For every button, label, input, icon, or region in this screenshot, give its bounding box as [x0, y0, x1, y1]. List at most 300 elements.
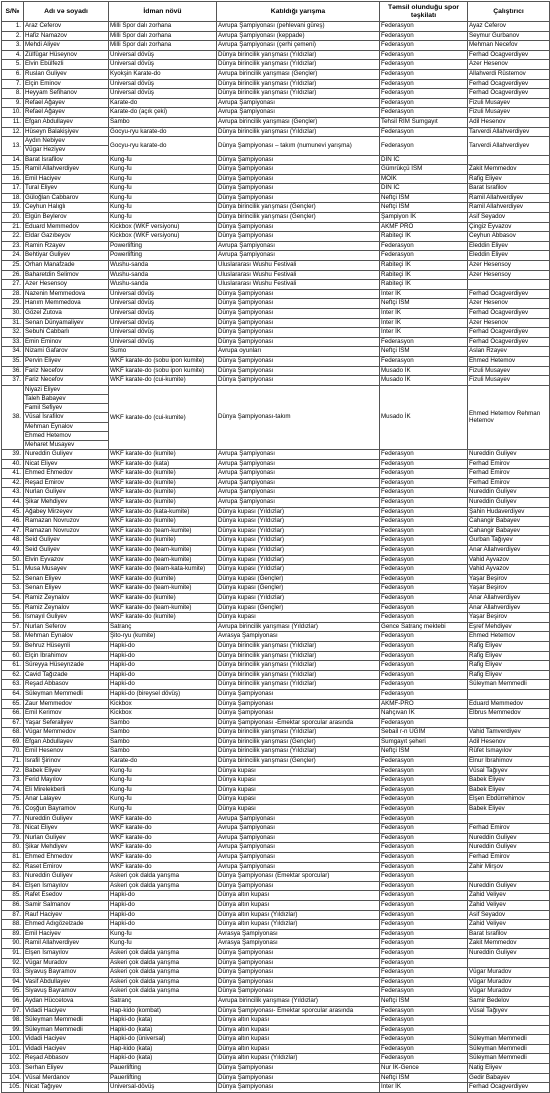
organization-cell: Neftçi İSM — [380, 996, 468, 1006]
event-cell: Avrupa birincilik yarışması (Yıldızlar) — [217, 622, 380, 632]
organization-cell: Neftçi İSM — [380, 193, 468, 203]
coach-cell: Elbrus Memmedov — [468, 709, 550, 719]
sport-cell: Kung-fu — [109, 155, 217, 165]
table-row — [2, 737, 550, 747]
event-cell: Avrupa Şampiyonası — [217, 833, 380, 843]
sport-cell: WKF karate-do — [109, 843, 217, 853]
table-body-a — [2, 22, 550, 137]
organization-cell: Nahçıvan İK — [380, 709, 468, 719]
sport-cell: Sumo — [109, 347, 217, 357]
table-row — [2, 203, 550, 213]
coach-cell: Ferhad Ocagverdiyev — [468, 1083, 550, 1093]
coach-cell: Zahid Veliyev — [468, 900, 550, 910]
organization-cell: Sumgayıt şeheri — [380, 737, 468, 747]
organization-cell: Neftçi İSM — [380, 299, 468, 309]
coach-cell: Süleyman Memmedli — [468, 680, 550, 690]
coach-cell: Nureddin Guliyev — [468, 833, 550, 843]
table-row — [2, 1035, 550, 1045]
coach-cell: Gurban Tağıyev — [468, 536, 550, 546]
sport-cell: WKF karate-do — [109, 853, 217, 863]
coach-cell: Eleddin Eliyev — [468, 241, 550, 251]
coach-cell: Rafig Eliyev — [468, 661, 550, 671]
coach-cell: Zahid Veliyev — [468, 920, 550, 930]
coach-cell: Ramil Allahverdiyev — [468, 203, 550, 213]
table-row — [2, 488, 550, 498]
sport-cell: Gocyu-ryu karate-do — [109, 137, 217, 155]
organization-cell: Federasyon — [380, 450, 468, 460]
row-number: 100. — [2, 1035, 24, 1045]
coach-cell: Fizuli Musayev — [468, 108, 550, 118]
team-member-name: Aydın Nebiyev — [24, 137, 108, 146]
event-cell: Avrupa Şampiyonası — [217, 488, 380, 498]
coach-cell: Ferhad Emirov — [468, 824, 550, 834]
sport-cell: WKF karate-do (kumite) — [109, 450, 217, 460]
organization-cell: Federasyon — [380, 546, 468, 556]
sport-cell: Askeri çok dalda yarışma — [109, 948, 217, 958]
sport-cell: Sambo — [109, 747, 217, 757]
table-row — [2, 900, 550, 910]
coach-cell: Ferhad Ocagverdiyev — [468, 328, 550, 338]
organization-cell: Federasyon — [380, 881, 468, 891]
event-cell: Dünya Şampiyonası – takım (numunevi yarışma) — [217, 137, 380, 155]
organization-cell: AKMF PRO — [380, 222, 468, 232]
row-number: 45. — [2, 507, 24, 517]
organization-cell: Sebail r-n UGİM — [380, 728, 468, 738]
athlete-name: Elçin İbrahimov — [24, 651, 109, 661]
table-row — [2, 108, 550, 118]
coach-cell — [468, 1025, 550, 1035]
row-number: 90. — [2, 939, 24, 949]
event-cell: Dünya Şampiyonası — [217, 318, 380, 328]
event-cell: Dünya Şampiyonası — [217, 699, 380, 709]
athlete-name: Ramil Allahverdiyev — [24, 165, 109, 175]
athlete-name: Orhan Manafzade — [24, 261, 109, 271]
organization-cell: Federasyon — [380, 31, 468, 41]
sport-cell: Powerlifting — [109, 251, 217, 261]
header-organization: Təmsil olunduğu spor təşkilatı — [380, 2, 468, 22]
table-row — [2, 469, 550, 479]
table-row — [2, 376, 550, 386]
coach-cell: Zakit Memmedov — [468, 939, 550, 949]
event-cell: Dünya birincilik yarışması (Yıldızlar) — [217, 60, 380, 70]
table-row — [2, 910, 550, 920]
organization-cell: Rabiteçi İK — [380, 280, 468, 290]
coach-cell: Cahangir Babayev — [468, 517, 550, 527]
organization-cell: AKMF-PRO — [380, 699, 468, 709]
table-row — [2, 459, 550, 469]
athlete-name: Seid Guliyev — [24, 536, 109, 546]
coach-cell: Ferhad Emirov — [468, 853, 550, 863]
athlete-name: Nicat Eliyev — [24, 824, 109, 834]
event-cell: Dünya Şampiyonası — [217, 709, 380, 719]
sport-cell: Hapki-do — [109, 920, 217, 930]
table-row — [2, 1044, 550, 1054]
sport-cell: Wushu-sanda — [109, 270, 217, 280]
sport-cell: WKF karate-do — [109, 824, 217, 834]
row-number: 92. — [2, 958, 24, 968]
row-number: 37. — [2, 376, 24, 386]
organization-cell: Federasyon — [380, 862, 468, 872]
event-cell: Avrupa Şampiyonası — [217, 469, 380, 479]
sport-cell: Sambo — [109, 117, 217, 127]
event-cell: Avrupa Şampiyonası — [217, 814, 380, 824]
table-row — [2, 891, 550, 901]
organization-cell: Federasyon — [380, 958, 468, 968]
table-row — [2, 261, 550, 271]
table-row — [2, 929, 550, 939]
table-row — [2, 318, 550, 328]
coach-cell: Ferhad Emirov — [468, 469, 550, 479]
organization-cell: Tehsil RİM Sumgayıt — [380, 117, 468, 127]
row-number: 82. — [2, 862, 24, 872]
athlete-name: Samir Salmanov — [24, 900, 109, 910]
organization-cell: Federasyon — [380, 757, 468, 767]
sport-cell: Powerlifting — [109, 241, 217, 251]
organization-cell: İnter İK — [380, 309, 468, 319]
row-number: 17. — [2, 184, 24, 194]
sport-cell: WKF karate-do (team-kumite) — [109, 555, 217, 565]
row-number: 13. — [2, 137, 24, 155]
event-cell: Dünya Şampiyonası- Emektar sporcular arasında — [217, 1006, 380, 1016]
sport-cell: Şito-ryu (kumite) — [109, 632, 217, 642]
event-cell: Dünya altın kupası (Yıldızlar) — [217, 920, 380, 930]
event-cell: Dünya birincilik yarışması (Yıldızlar) — [217, 79, 380, 89]
athlete-name: Emil Hesenov — [24, 747, 109, 757]
sport-cell: Hapki-do (kata) — [109, 1025, 217, 1035]
coach-cell: Vahid Tamverdiyev — [468, 728, 550, 738]
sport-cell: Milli Spor dalı zorhana — [109, 22, 217, 32]
organization-cell: Federasyon — [380, 603, 468, 613]
organization-cell: Federasyon — [380, 1006, 468, 1016]
athlete-name: Süleyman Memmedli — [24, 689, 109, 699]
sport-cell: Kung-fu — [109, 805, 217, 815]
coach-cell: Babek Eliyev — [468, 785, 550, 795]
athlete-name: Ehmed Ehmedov — [24, 853, 109, 863]
row-number: 58. — [2, 632, 24, 642]
table-row — [2, 289, 550, 299]
event-cell: Dünya Şampiyonası — [217, 1073, 380, 1083]
athlete-name: Ceyhun Halıglı — [24, 203, 109, 213]
sport-cell: Hapki-do (kata) — [109, 1054, 217, 1064]
athlete-name: Süleyman Memmedli — [24, 1016, 109, 1026]
organization-cell: İnter İK — [380, 1083, 468, 1093]
event-cell: Dünya birincilik yarışması (Yıldızlar) — [217, 89, 380, 99]
organization-cell: Federasyon — [380, 929, 468, 939]
organization-cell: Federasyon — [380, 785, 468, 795]
organization-cell: Musado İK — [380, 376, 468, 386]
event-cell: Dünya birincilik yarışması (Gençler) — [217, 203, 380, 213]
table-row — [2, 574, 550, 584]
row-number: 72. — [2, 766, 24, 776]
row-number: 41. — [2, 469, 24, 479]
row-number: 81. — [2, 853, 24, 863]
organization-cell: Federasyon — [380, 108, 468, 118]
coach-cell: Babek Eliyev — [468, 805, 550, 815]
event-cell: Dünya kupası (Yıldızlar) — [217, 536, 380, 546]
event-cell: Dünya Şampiyonası-takım — [217, 385, 380, 449]
coach-cell: Nureddin Guliyev — [468, 450, 550, 460]
event-cell: Avrupa birincilik yarışması (Gençler) — [217, 117, 380, 127]
row-number: 77. — [2, 814, 24, 824]
table-row — [2, 689, 550, 699]
athlete-name: Seid Guliyev — [24, 546, 109, 556]
athlete-name: Ramiz Zeynalov — [24, 603, 109, 613]
coach-cell: Natig Eliyev — [468, 1064, 550, 1074]
event-cell: Dünya Şampiyonası -Emektar sporcular arasında — [217, 718, 380, 728]
athlete-name: Nureddin Guliyev — [24, 450, 109, 460]
organization-cell: Federasyon — [380, 910, 468, 920]
organization-cell: Neftçi İSM — [380, 1073, 468, 1083]
sport-cell: Üniversal-dövüş — [109, 1083, 217, 1093]
row-number: 26. — [2, 270, 24, 280]
row-number: 78. — [2, 824, 24, 834]
organization-cell: Federasyon — [380, 824, 468, 834]
athlete-name: Babek Eliyev — [24, 766, 109, 776]
sport-cell: Kung-fu — [109, 174, 217, 184]
sport-cell: Kung-fu — [109, 184, 217, 194]
organization-cell: Federasyon — [380, 1025, 468, 1035]
table-row — [2, 213, 550, 223]
table-row — [2, 366, 550, 376]
event-cell: Avrasya Şampiyonası — [217, 939, 380, 949]
event-cell: Uluslararası Wushu Festivali — [217, 261, 380, 271]
table-row — [2, 165, 550, 175]
table-row — [2, 814, 550, 824]
table-row — [2, 853, 550, 863]
row-number: 6. — [2, 69, 24, 79]
row-number: 79. — [2, 833, 24, 843]
row-number: 28. — [2, 289, 24, 299]
table-row — [2, 1064, 550, 1074]
row-number: 39. — [2, 450, 24, 460]
event-cell: Dünya kupası (Gençler) — [217, 603, 380, 613]
organization-cell: Federasyon — [380, 137, 468, 155]
athlete-name: Coşğun Bayramov — [24, 805, 109, 815]
athlete-name: Şikar Mehdiyev — [24, 498, 109, 508]
coach-cell: Tarverdi Allahverdiyev — [468, 137, 550, 155]
event-cell: Dünya birincilik yarışması (Gençler) — [217, 737, 380, 747]
coach-cell: Babek Eliyev — [468, 776, 550, 786]
row-number: 50. — [2, 555, 24, 565]
table-row — [2, 155, 550, 165]
event-cell: Dünya Şampiyonası — [217, 155, 380, 165]
sport-cell: Karate-do — [109, 757, 217, 767]
sport-cell: Askeri çok dalda yarışma — [109, 872, 217, 882]
sport-cell: Kung-fu — [109, 939, 217, 949]
athlete-name: Güloğlan Cabbarov — [24, 193, 109, 203]
table-row — [2, 584, 550, 594]
coach-cell — [468, 718, 550, 728]
athlete-name: Rafet Esedov — [24, 891, 109, 901]
row-number: 103. — [2, 1064, 24, 1074]
coach-cell: Nureddin Guliyev — [468, 498, 550, 508]
table-row — [2, 651, 550, 661]
event-cell: Uluslararası Wushu Festivali — [217, 270, 380, 280]
athlete-name: Ehmed Adıgözelzade — [24, 920, 109, 930]
header-name: Adı və soyadı — [24, 2, 109, 22]
coach-cell: Zahir Mirşov — [468, 862, 550, 872]
event-cell: Dünya Şampiyonası — [217, 987, 380, 997]
organization-cell: Federasyon — [380, 689, 468, 699]
row-number: 22. — [2, 232, 24, 242]
event-cell: Avrupa Şampiyonası (keppade) — [217, 31, 380, 41]
table-row — [2, 785, 550, 795]
row-number: 31. — [2, 318, 24, 328]
coach-cell: Ayaz Ceferov — [468, 22, 550, 32]
event-cell: Avrasya Şampiyonası — [217, 632, 380, 642]
table-row — [2, 127, 550, 137]
sport-cell: WKF karate-do (kumite) — [109, 574, 217, 584]
event-cell: Dünya Şampiyonası — [217, 881, 380, 891]
organization-cell: Federasyon — [380, 814, 468, 824]
table-row — [2, 632, 550, 642]
athlete-name: Anar Lalayev — [24, 795, 109, 805]
team-member-name: Vügar Heziyev — [25, 146, 66, 154]
organization-cell: Federasyon — [380, 507, 468, 517]
team-member-name: Mehman Eynalov — [24, 423, 108, 432]
coach-cell: Fizuli Musayev — [468, 98, 550, 108]
row-number: 4. — [2, 50, 24, 60]
athlete-name: Refael Ağayev — [24, 98, 109, 108]
sport-cell: Karate-do (açık çeki) — [109, 108, 217, 118]
coach-cell: Yaşar Beşirov — [468, 613, 550, 623]
athlete-name: Nureddin Guliyev — [24, 814, 109, 824]
athlete-name: Mehman Eynalov — [24, 632, 109, 642]
organization-cell: Neftçi İSM — [380, 747, 468, 757]
coach-cell: Vügar Muradov — [468, 968, 550, 978]
sport-cell: Satranç — [109, 996, 217, 1006]
table-body-b — [2, 155, 550, 385]
table-row — [2, 613, 550, 623]
event-cell: Avrupa Şampiyonası — [217, 459, 380, 469]
athlete-name: Hüseyn Balakişiyev — [24, 127, 109, 137]
sport-cell: WKF karate-do (sobu ipon kumite) — [109, 366, 217, 376]
row-number: 44. — [2, 498, 24, 508]
row-number: 66. — [2, 709, 24, 719]
organization-cell: Federasyon — [380, 680, 468, 690]
coach-cell: Yaşar Beşirov — [468, 584, 550, 594]
coach-cell: Mehman Necefov — [468, 41, 550, 51]
sport-cell: Kung-fu — [109, 165, 217, 175]
event-cell: Avrupa Şampiyonası — [217, 843, 380, 853]
row-number: 80. — [2, 843, 24, 853]
row-number: 14. — [2, 155, 24, 165]
row-number: 105. — [2, 1083, 24, 1093]
event-cell: Dünya Şampiyonası — [217, 193, 380, 203]
table-row — [2, 60, 550, 70]
table-row — [2, 536, 550, 546]
sport-cell: Hap-kido (kata) — [109, 1044, 217, 1054]
team-member-name: Taleh Babayev — [24, 395, 108, 404]
coach-cell: Süleyman Memmedli — [468, 1054, 550, 1064]
table-row — [2, 507, 550, 517]
coach-cell: Vüsal Tağıyev — [468, 766, 550, 776]
athlete-name: Heyyam Sefihanov — [24, 89, 109, 99]
header-number: S/№ — [2, 2, 24, 22]
event-cell: Dünya birincilik yarışması (Yıldızlar) — [217, 747, 380, 757]
athlete-name: Nicat Tağıyev — [24, 1083, 109, 1093]
table-row — [2, 1016, 550, 1026]
table-row — [2, 824, 550, 834]
row-number: 76. — [2, 805, 24, 815]
table-row — [2, 347, 550, 357]
organization-cell: Federasyon — [380, 661, 468, 671]
event-cell: Dünya kupası — [217, 613, 380, 623]
event-cell: Dünya birincilik yarışması (Yıldızlar) — [217, 728, 380, 738]
organization-cell: Federasyon — [380, 50, 468, 60]
row-number: 19. — [2, 203, 24, 213]
team-member-name: Niyazi Eliyev — [24, 386, 108, 395]
row-number: 3. — [2, 41, 24, 51]
athlete-name: Ruslan Guliyev — [24, 69, 109, 79]
coach-cell: Cahangir Babayev — [468, 526, 550, 536]
coach-cell: Rüfet İsmayılov — [468, 747, 550, 757]
athlete-name: Eduard Memmedov — [24, 222, 109, 232]
row-number: 95. — [2, 987, 24, 997]
sport-cell: Üniversal dövüş — [109, 318, 217, 328]
table-row — [2, 661, 550, 671]
event-cell: Dünya Şampiyonası — [217, 1083, 380, 1093]
athlete-name: Elşen İsmayılov — [24, 881, 109, 891]
sport-cell: WKF karate-do — [109, 862, 217, 872]
organization-cell: Federasyon — [380, 632, 468, 642]
event-cell: Dünya kupası (Gençler) — [217, 584, 380, 594]
organization-cell: Federasyon — [380, 1035, 468, 1045]
table-row — [2, 872, 550, 882]
row-number: 34. — [2, 347, 24, 357]
event-cell: Dünya kupası (Yıldızlar) — [217, 526, 380, 536]
event-cell: Dünya Şampiyonası — [217, 366, 380, 376]
row-number: 83. — [2, 872, 24, 882]
organization-cell: DİN İC — [380, 184, 468, 194]
table-row — [2, 1054, 550, 1064]
sport-cell: WKF karate-do (kumite) — [109, 498, 217, 508]
coach-cell — [468, 280, 550, 290]
coach-cell: Ferhad Ocagverdiyev — [468, 289, 550, 299]
event-cell: Dünya altın kupası — [217, 1035, 380, 1045]
sport-cell: WKF karate-do (team-kumite) — [109, 603, 217, 613]
event-cell: Avrupa Şampiyonası — [217, 853, 380, 863]
coach-cell: Ehmed Hetemov — [468, 632, 550, 642]
event-cell: Avrupa Şampiyonası (pehlevani güreş) — [217, 22, 380, 32]
sport-cell: Hapki-do — [109, 910, 217, 920]
coach-cell: Azer Hesensoy — [468, 261, 550, 271]
sport-cell: Üniversal dövüş — [109, 337, 217, 347]
athlete-name: Elşen İsmayılov — [24, 948, 109, 958]
coach-cell: Vahid Ayvazov — [468, 565, 550, 575]
sport-cell: Kung-fu — [109, 785, 217, 795]
athlete-name: Süreyya Hüseynzade — [24, 661, 109, 671]
organization-cell: Federasyon — [380, 22, 468, 32]
table-row — [2, 328, 550, 338]
coach-cell: Azer Hesensoy — [468, 270, 550, 280]
organization-cell: Rabiteçi İK — [380, 232, 468, 242]
coach-cell: Barat İsrafilov — [468, 184, 550, 194]
coach-cell: Rafig Eliyev — [468, 174, 550, 184]
athlete-name: Sebuhi Cabbarlı — [24, 328, 109, 338]
athlete-name: Reşad Abbasov — [24, 680, 109, 690]
sport-cell: Gocyu-ryu karate-do — [109, 127, 217, 137]
event-cell: Dünya Şampiyonası — [217, 184, 380, 194]
row-number: 25. — [2, 261, 24, 271]
athlete-name: Vügar Muradov — [24, 958, 109, 968]
organization-cell: Federasyon — [380, 241, 468, 251]
table-row — [2, 89, 550, 99]
table-row — [2, 939, 550, 949]
table-row — [2, 41, 550, 51]
athlete-name: Vidadi Haciyev — [24, 1044, 109, 1054]
coach-cell: Nureddin Guliyev — [468, 948, 550, 958]
